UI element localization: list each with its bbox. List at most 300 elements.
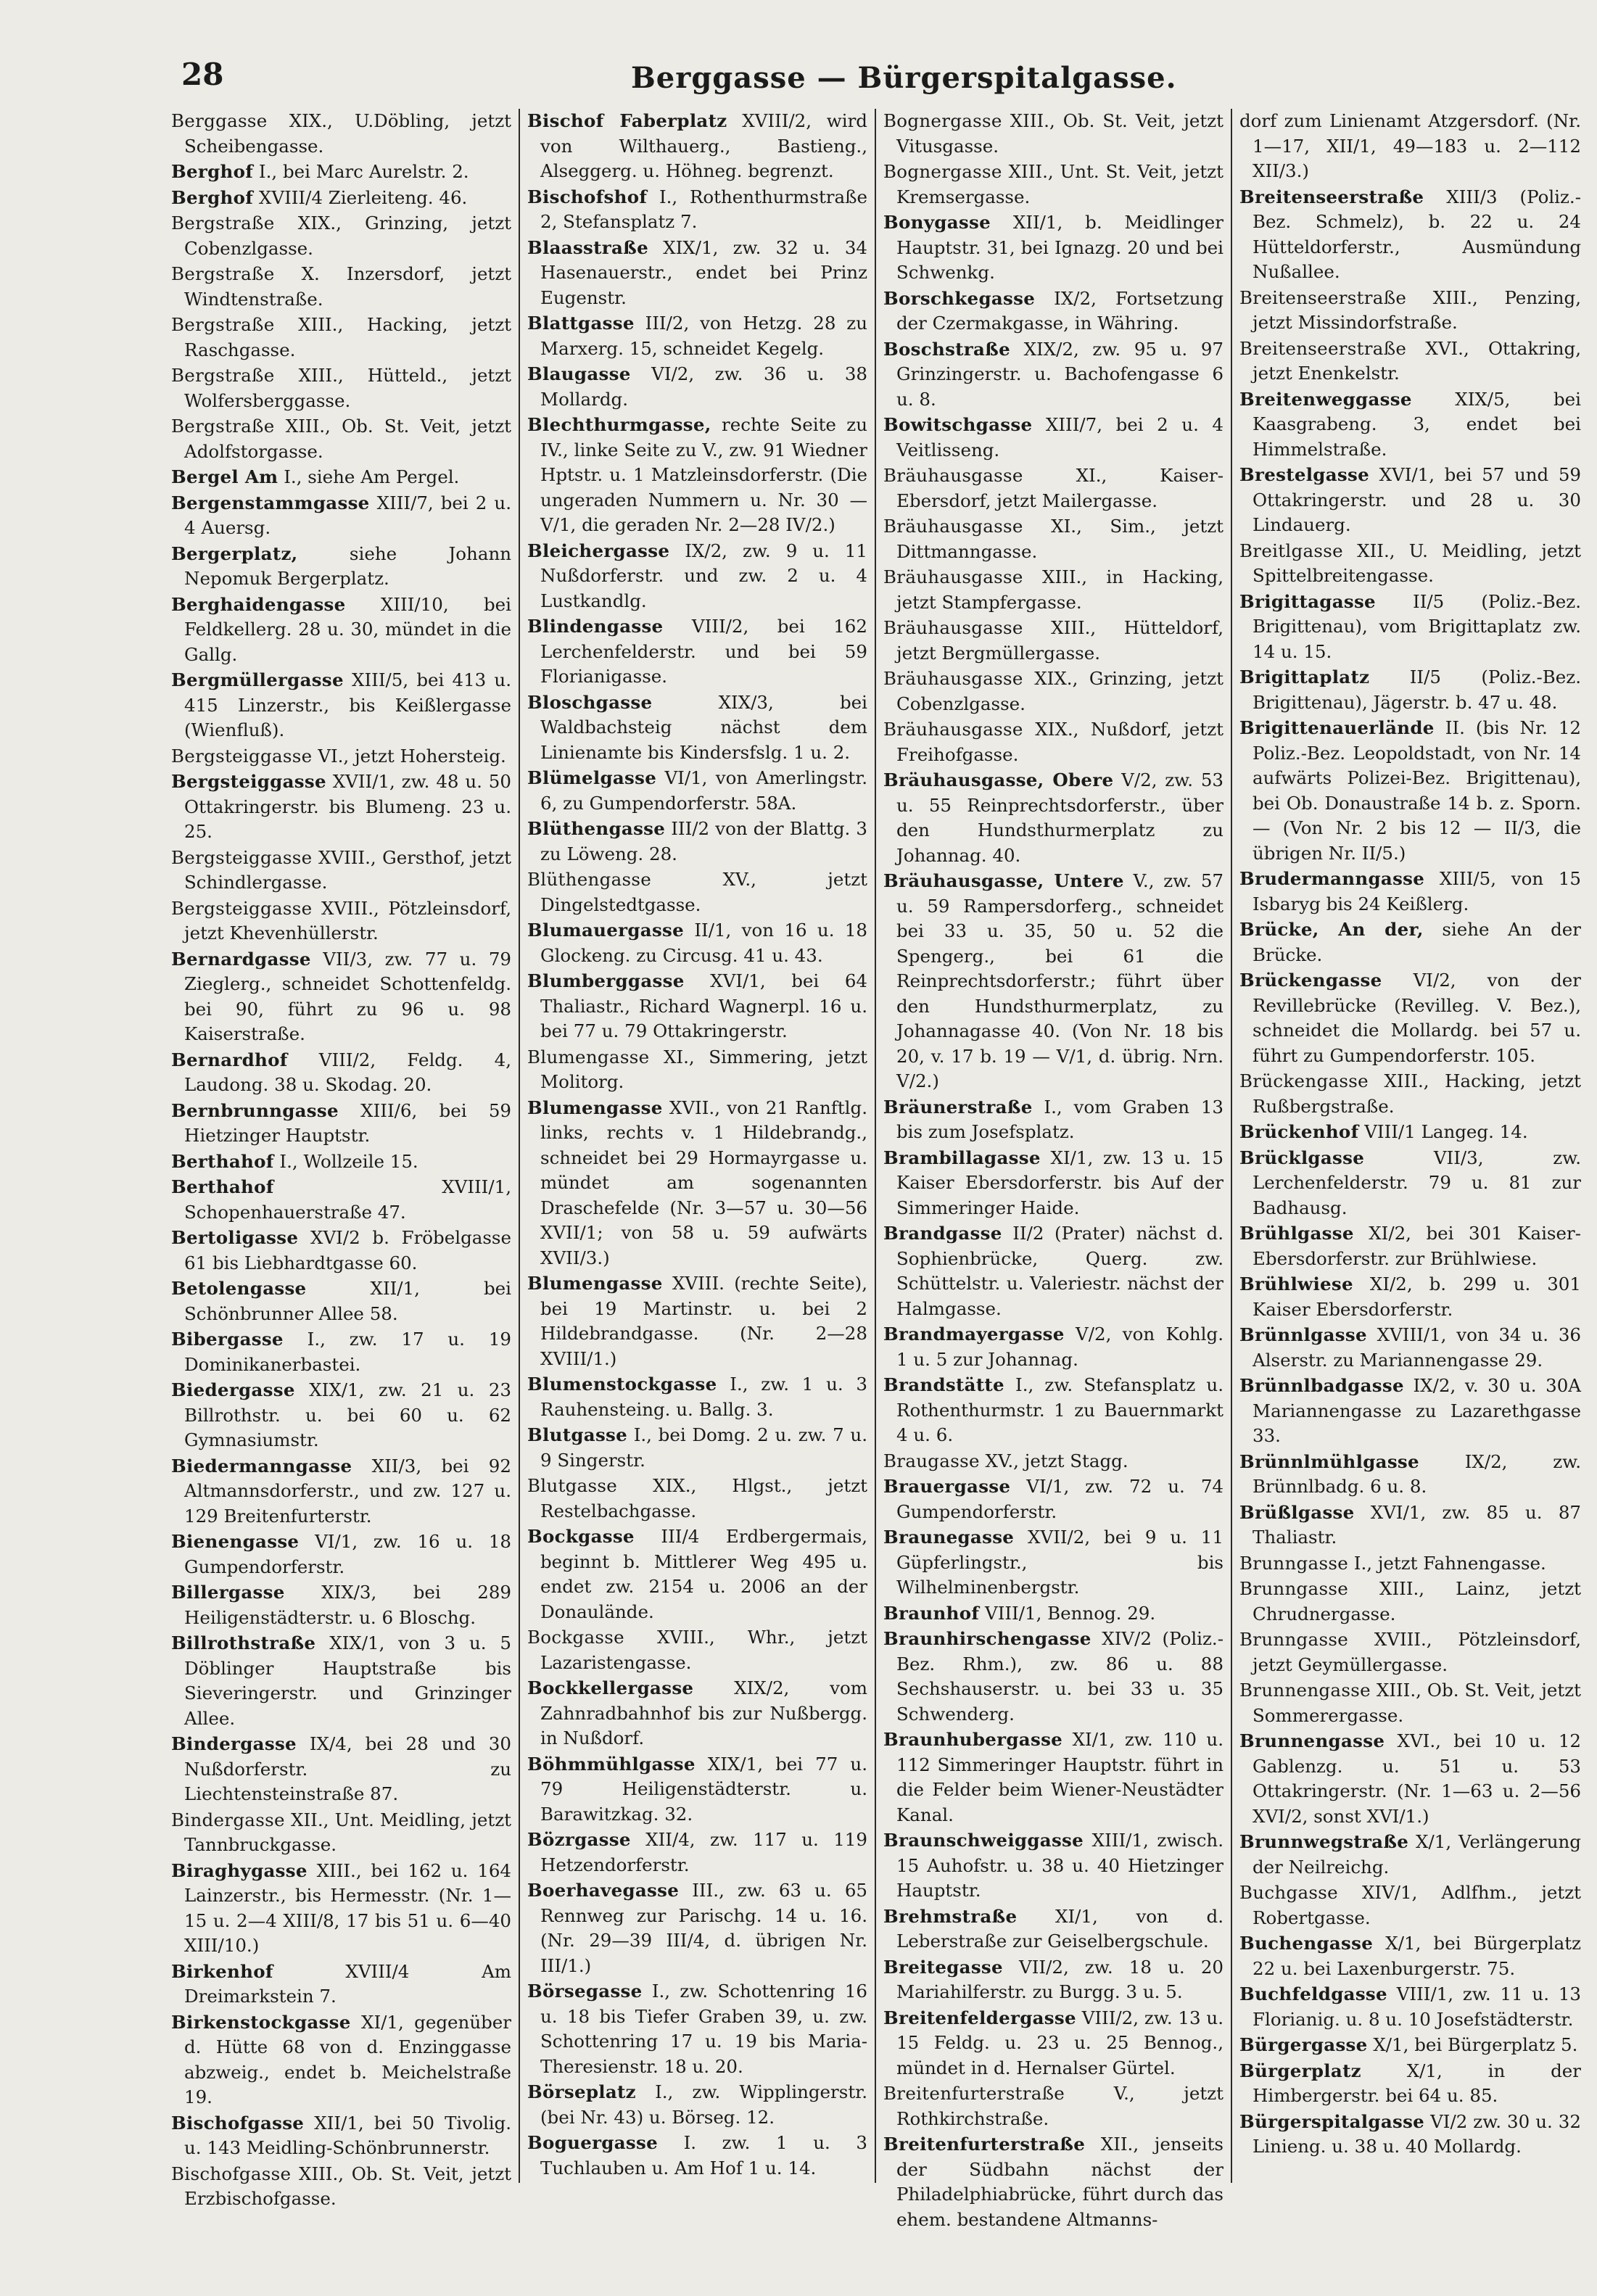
directory-entry (1239, 1931, 1581, 1981)
directory-entry (883, 1955, 1223, 2005)
directory-entry (171, 186, 511, 211)
entry-description: I., bei Marc Aurelstr. 2. (253, 161, 469, 182)
entry-description: XIX/5, bei Kaasgrabeng. 3, endet bei Himmelstraße. (1253, 388, 1581, 460)
entry-description: XII/1, bei 50 Tivolig. u. 143 Meidling-Schönbrunnerstr. (184, 2112, 511, 2158)
directory-entry (1239, 336, 1581, 387)
entry-description: X/1, Verlängerung der Neilreichg. (1253, 1831, 1581, 1878)
entry-street-name: Bergel Am (171, 466, 278, 487)
entry-street-name: Blumengasse (527, 1046, 650, 1068)
entry-street-name: Bischofgasse (171, 2112, 305, 2134)
directory-entry (171, 2010, 511, 2110)
entry-description: XVI/1, bei 57 und 59 Ottakringerstr. und 28 u. 30 Lindauerg. (1253, 464, 1581, 535)
directory-entry (171, 160, 511, 185)
entry-street-name: Bergerplatz, (171, 542, 298, 564)
directory-entry (527, 817, 867, 867)
directory-entry (527, 1625, 867, 1675)
entry-description: II/5 (Poliz.-Bez. Brigittenau), Jägerstr. b. 47 u. 48. (1253, 666, 1581, 713)
entry-description: XVIII/1, von 34 u. 36 Alserstr. zu Mariannengasse 29. (1253, 1324, 1581, 1371)
directory-entry (883, 565, 1223, 615)
entry-description: XII/3, bei 92 Altmannsdorferstr., und zw. 127 u. 129 Breitenfurterstr. (184, 1455, 511, 1527)
entry-street-name: Breitenseerstraße (1239, 337, 1407, 359)
directory-entry (883, 1373, 1223, 1448)
entry-description: III/4 Erdbergermais, beginnt b. Mittlerer Weg 495 u. endet zw. 2154 u. 2006 an der Donaulände. (540, 1526, 867, 1622)
entry-description: XIX/1, von 3 u. 5 Döblinger Hauptstraße bis Sieveringerstr. und Grinzinger Allee. (184, 1632, 511, 1729)
directory-entry (883, 1727, 1223, 1828)
entry-street-name: Brühlwiese (1239, 1273, 1353, 1294)
entry-description: II/2 (Prater) nächst d. Sophienbrücke, Querg. zw. Schüttelstr. u. Valeriestr. nächst der Halmgasse. (896, 1223, 1223, 1319)
directory-entry (171, 542, 511, 592)
directory-entry (1239, 1678, 1581, 1728)
directory-entry (883, 109, 1223, 159)
directory-entry (171, 1099, 511, 1149)
directory-entry (171, 1859, 511, 1959)
directory-entry (883, 1474, 1223, 1524)
entry-street-name: Brunnwegstraße (1239, 1831, 1409, 1852)
entry-street-name: Brigittenauerlände (1239, 717, 1435, 738)
entry-street-name: Brestelgasse (1239, 464, 1369, 485)
entry-street-name: Bräuhausgasse (883, 719, 1023, 740)
directory-entry (527, 1096, 867, 1271)
entry-street-name: Breitenfurterstraße (883, 2083, 1065, 2104)
entry-description: dorf zum Linienamt Atzgersdorf. (Nr. 1—17, XII/1, 49—183 u. 2—112 XII/3.) (1239, 110, 1581, 181)
entry-description: XI., Simmering, jetzt Molitorg. (540, 1046, 867, 1092)
entry-description: XII., Unt. Meidling, jetzt Tannbruckgasse. (184, 1809, 511, 1855)
entry-street-name: Bertoligasse (171, 1227, 299, 1248)
entry-description: XIII., Hütteldorf, jetzt Bergmüllergasse. (896, 617, 1223, 664)
entry-description: XII/1, bei Schönbrunner Allee 58. (184, 1278, 511, 1324)
directory-entry (883, 717, 1223, 767)
entry-description: XIII., in Hacking, jetzt Stampfergasse. (896, 566, 1223, 613)
directory-entry (171, 1580, 511, 1630)
entry-street-name: Brudermanngasse (1239, 868, 1425, 889)
entry-description: XI/2, bei 301 Kaiser-Ebersdorferstr. zur Brühlwiese. (1253, 1223, 1581, 1269)
entry-street-name: Biedermanngasse (171, 1455, 352, 1477)
directory-entry (171, 1529, 511, 1579)
directory-entry (1239, 286, 1581, 336)
entry-street-name: Bergstraße (171, 365, 275, 386)
directory-entry (527, 867, 867, 917)
directory-entry (1239, 387, 1581, 463)
entry-description: XIX/3, bei Waldbachsteig nächst dem Linienamte bis Kindersfslg. 1 u. 2. (540, 691, 867, 763)
directory-entry (883, 1449, 1223, 1474)
entry-description: XVIII/2, wird von Wilthauerg., Bastieng., Alseggerg. u. Höhneg. begrenzt. (540, 110, 867, 181)
directory-entry (1239, 1120, 1581, 1145)
entry-description: XIII., Unt. St. Veit, jetzt Kremsergasse. (896, 161, 1223, 207)
directory-entry (1239, 1880, 1581, 1930)
entry-street-name: Berghof (171, 186, 254, 208)
entry-street-name: Brünnlgasse (1239, 1324, 1367, 1345)
entry-street-name: Brigittagasse (1239, 590, 1376, 612)
entry-description: XVI., bei 10 u. 12 Gablenzg. u. 51 u. 53 Ottakringerstr. (Nr. 1—63 u. 2—56 XVI/2, sonst XVI/1.) (1253, 1730, 1581, 1827)
entry-street-name: Blüthengasse (527, 869, 652, 890)
entry-description: II/5 (Poliz.-Bez. Brigittenau), vom Brigittaplatz zw. 14 u. 15. (1253, 590, 1581, 662)
directory-entry (171, 947, 511, 1047)
entry-description: VII/3, zw. Lerchenfelderstr. 79 u. 81 zur Badhausg. (1253, 1147, 1581, 1218)
directory-columns (167, 109, 1581, 2230)
directory-entry (1239, 2059, 1581, 2109)
entry-street-name: Blumenstockgasse (527, 1374, 717, 1395)
directory-entry (171, 109, 511, 159)
entry-description: XIX., Hlgst., jetzt Restelbachgasse. (540, 1475, 867, 1521)
entry-street-name: Bergstraße (171, 314, 275, 335)
directory-entry (527, 1474, 867, 1524)
entry-street-name: Bleichergasse (527, 540, 670, 561)
entry-description: XIII/3 (Poliz.-Bez. Schmelz), b. 22 u. 24 Hütteldorferstr., Ausmündung Nußallee. (1253, 186, 1581, 282)
entry-description: IX/2, Fortsetzung der Czermakgasse, in Währing. (896, 287, 1223, 334)
entry-street-name: Boschstraße (883, 338, 1010, 360)
directory-entry (1239, 463, 1581, 538)
entry-street-name: Bognergasse (883, 161, 1002, 182)
entry-description: VIII/1 Langeg. 14. (1358, 1121, 1528, 1142)
entry-street-name: Billergasse (171, 1582, 285, 1603)
entry-description: V/2, von Kohlg. 1 u. 5 zur Johannag. (896, 1323, 1223, 1370)
entry-street-name: Buchengasse (1239, 1933, 1374, 1954)
entry-description: XI/2, b. 299 u. 301 Kaiser Ebersdorferstr. (1253, 1273, 1581, 1320)
directory-entry (171, 211, 511, 261)
entry-street-name: Bräuhausgasse, Obere (883, 769, 1114, 790)
entry-street-name: Böhmmühlgasse (527, 1753, 696, 1775)
entry-street-name: Blumberggasse (527, 970, 685, 991)
directory-entry (1239, 1374, 1581, 1449)
entry-description: XI., Sim., jetzt Dittmanngasse. (896, 516, 1223, 562)
directory-entry (883, 1322, 1223, 1372)
entry-description: I., zw. 17 u. 19 Dominikanerbastei. (184, 1329, 511, 1375)
entry-street-name: Brigittaplatz (1239, 666, 1370, 687)
directory-entry (171, 744, 511, 769)
entry-description: XII/1, b. Meidlinger Hauptstr. 31, bei Ignazg. 20 und bei Schwenkg. (896, 212, 1223, 283)
entry-description: XI., Kaiser-Ebersdorf, jetzt Mailergasse. (896, 465, 1223, 511)
directory-entry (883, 2006, 1223, 2081)
entry-street-name: Bergenstammgasse (171, 492, 370, 513)
entry-description: VII/3, zw. 77 u. 79 Zieglerg., schneidet Schottenfeldg. bei 90, führt zu 96 u. 98 Kaiserstraße. (184, 948, 511, 1044)
entry-description: XIII/5, bei 413 u. 415 Linzerstr., bis Keißlergasse (Wienfluß). (184, 669, 511, 740)
entry-street-name: Blechthurmgasse, (527, 414, 711, 435)
entry-description: X/1, bei Bürgerplatz 22 u. bei Laxenburgerstr. 75. (1253, 1933, 1581, 1979)
directory-entry (883, 413, 1223, 463)
entry-description: XIX., U.Döbling, jetzt Scheibengasse. (184, 110, 511, 157)
entry-description: XIII., Ob. St. Veit, jetzt Adolfstorgasse. (184, 416, 511, 462)
entry-street-name: Braunhirschengasse (883, 1628, 1092, 1649)
entry-description: III/2, von Hetzg. 28 zu Marxerg. 15, schneidet Kegelg. (540, 313, 867, 359)
directory-entry (527, 1676, 867, 1751)
directory-entry (527, 2080, 867, 2130)
entry-street-name: Brandgasse (883, 1223, 1002, 1244)
entry-description: I., jetzt Fahnengasse. (1348, 1552, 1546, 1574)
entry-street-name: Bürgerplatz (1239, 2060, 1361, 2081)
directory-entry (1239, 1551, 1581, 1577)
entry-street-name: Blaugasse (527, 363, 631, 384)
entry-street-name: Boguergasse (527, 2132, 658, 2153)
directory-entry (527, 1524, 867, 1624)
directory-entry (527, 1271, 867, 1371)
entry-description: VI/1, zw. 72 u. 74 Gumpendorferstr. (896, 1476, 1223, 1522)
entry-street-name: Brunnengasse (1239, 1730, 1385, 1751)
entry-description: I., vom Graben 13 bis zum Josefsplatz. (896, 1096, 1223, 1142)
entry-street-name: Boerhavegasse (527, 1880, 680, 1901)
entry-description: IX/2, zw. 9 u. 11 Nußdorferstr. und zw. 2 u. 4 Lustkandlg. (540, 540, 867, 611)
entry-description: I., zw. 1 u. 3 Rauhensteing. u. Ballg. 3. (540, 1374, 867, 1420)
entry-street-name: Brückengasse (1239, 970, 1382, 991)
entry-street-name: Bergmüllergasse (171, 669, 344, 690)
directory-entry (171, 1048, 511, 1098)
entry-street-name: Bergstraße (171, 212, 275, 234)
entry-description: V., jetzt Rothkirchstraße. (896, 2083, 1223, 2129)
entry-street-name: Bräuhausgasse (883, 465, 1023, 486)
entry-description: XII., jenseits der Südbahn nächst der Philadelphiabrücke, führt durch das ehem. bestandene Altmanns- (896, 2134, 1223, 2230)
entry-street-name: Brünnlbadgasse (1239, 1375, 1404, 1396)
entry-description: XVI/1, bei 64 Thaliastr., Richard Wagnerpl. 16 u. bei 77 u. 79 Ottakringerstr. (540, 970, 867, 1041)
directory-entry (883, 2081, 1223, 2131)
entry-street-name: Bischof Faberplatz (527, 110, 727, 131)
entry-description: III/2 von der Blattg. 3 zu Löweng. 28. (540, 818, 867, 864)
entry-street-name: Braunegasse (883, 1527, 1015, 1548)
page-header (167, 57, 1429, 107)
entry-street-name: Bergsteiggasse (171, 846, 313, 868)
entry-description: XIII., bei 162 u. 164 Lainzerstr., bis Hermesstr. (Nr. 1—15 u. 2—4 XIII/8, 17 bis 51 u. 6—40 XIII/10.) (184, 1859, 511, 1956)
directory-entry (527, 690, 867, 766)
entry-street-name: Bockkellergasse (527, 1677, 694, 1698)
entry-description: rechte Seite zu IV., linke Seite zu V., zw. 91 Wiedner Hptstr. u. 1 Matzleinsdorferstr. (Die ungeraden Nummern u. Nr. 30 — V/1, die geraden Nr. 2—28 IV/2.) (540, 414, 867, 535)
entry-description: XIV/2 (Poliz.-Bez. Rhm.), zw. 86 u. 88 Sechshauserstr. u. bei 33 u. 35 Schwenderg. (896, 1628, 1223, 1725)
entry-description: VI/1, zw. 16 u. 18 Gumpendorferstr. (184, 1531, 511, 1577)
directory-entry (883, 1601, 1223, 1627)
directory-entry (1239, 185, 1581, 285)
entry-street-name: Bergsteiggasse (171, 897, 313, 919)
directory-entry (1239, 109, 1581, 184)
entry-street-name: Blutgasse (527, 1475, 618, 1496)
entry-street-name: Braunhof (883, 1602, 980, 1624)
entry-street-name: Blutgasse (527, 1424, 628, 1445)
entry-description: XIII., Ob. St. Veit, jetzt Vitusgasse. (896, 110, 1223, 157)
entry-street-name: Breitenfeldergasse (883, 2007, 1076, 2028)
entry-street-name: Brehmstraße (883, 1905, 1018, 1927)
entry-description: XIII/10, bei Feldkellerg. 28 u. 30, mündet in die Gallg. (184, 593, 511, 665)
entry-street-name: Bindergasse (171, 1733, 297, 1754)
directory-entry (883, 616, 1223, 666)
directory-entry (171, 846, 511, 896)
entry-description: XIII., Hütteld., jetzt Wolfersberggasse. (184, 365, 511, 411)
entry-description: XIX/1, bei 77 u. 79 Heiligenstädterstr. u. Barawitzkag. 32. (540, 1753, 867, 1825)
entry-description: VII/2, zw. 18 u. 20 Mariahilferstr. zu Burgg. 3 u. 5. (896, 1956, 1223, 2002)
entry-street-name: Bräuhausgasse, Untere (883, 870, 1124, 891)
entry-street-name: Betolengasse (171, 1278, 307, 1299)
entry-street-name: Braunschweiggasse (883, 1830, 1084, 1851)
entry-description: I., zw. Schottenring 16 u. 18 bis Tiefer Graben 39, u. zw. Schottenring 17 u. 19 bis Maria-Theresienstr. 18 u. 20. (540, 1981, 867, 2077)
directory-entry (1239, 1627, 1581, 1677)
entry-description: XVIII/4 Zierleiteng. 46. (253, 186, 468, 208)
entry-street-name: Borschkegasse (883, 287, 1036, 309)
entry-description: XIX/1, zw. 32 u. 34 Hasenauerstr., endet bei Prinz Eugenstr. (540, 236, 867, 308)
directory-entry (171, 592, 511, 668)
entry-street-name: Bischofgasse (171, 2163, 292, 2184)
entry-street-name: Bernardhof (171, 1049, 288, 1070)
directory-entry (527, 311, 867, 361)
entry-description: XIII/7, bei 2 u. 4 Veitlisseng. (896, 414, 1223, 461)
entry-description: XII/4, zw. 117 u. 119 Hetzendorferstr. (540, 1829, 867, 1875)
entry-street-name: Bergstraße (171, 263, 275, 284)
entry-street-name: Braugasse (883, 1450, 980, 1471)
entry-street-name: Bischofshof (527, 186, 648, 207)
directory-entry (1239, 539, 1581, 589)
entry-street-name: Braunhubergasse (883, 1729, 1063, 1750)
entry-street-name: Bergsteiggasse (171, 745, 313, 767)
entry-description: XIX/3, bei 289 Heiligenstädterstr. u. 6 Bloschg. (184, 1582, 511, 1628)
entry-street-name: Berghaidengasse (171, 593, 346, 615)
entry-description: XII., U. Meidling, jetzt Spittelbreitengasse. (1253, 540, 1581, 586)
entry-description: II/1, von 16 u. 18 Glockeng. zu Circusg. 41 u. 43. (540, 920, 867, 966)
directory-entry (171, 465, 511, 490)
directory-entry (883, 463, 1223, 513)
entry-description: XIII., Penzing, jetzt Missindorfstraße. (1253, 286, 1581, 333)
entry-description: XVIII., Pötzleinsdorf, jetzt Khevenhüllerstr. (184, 897, 511, 943)
entry-street-name: Breitegasse (883, 1956, 1003, 1978)
entry-description: XVII/1, zw. 48 u. 50 Ottakringerstr. bis Blumeng. 23 u. 25. (184, 771, 511, 842)
directory-entry (171, 1149, 511, 1175)
entry-street-name: Bräuhausgasse (883, 566, 1023, 587)
entry-street-name: Bräuhausgasse (883, 516, 1023, 537)
directory-entry (1239, 1577, 1581, 1627)
entry-street-name: Bergsteiggasse (171, 771, 326, 792)
directory-entry (171, 1175, 511, 1225)
directory-entry (527, 969, 867, 1044)
entry-street-name: Bienengasse (171, 1531, 300, 1552)
directory-entry (171, 1226, 511, 1276)
entry-description: XIII/6, bei 59 Hietzinger Hauptstr. (184, 1099, 511, 1146)
directory-entry (527, 362, 867, 412)
directory-entry (1239, 1221, 1581, 1271)
entry-street-name: Brauergasse (883, 1476, 1011, 1497)
entry-street-name: Buchgasse (1239, 1882, 1338, 1903)
entry-description: XI/1, zw. 110 u. 112 Simmeringer Hauptstr. führt in die Felder beim Wiener-Neustädter Kanal. (896, 1729, 1223, 1825)
entry-street-name: Bürgerspitalgasse (1239, 2110, 1425, 2132)
page-number: 28 (181, 57, 224, 92)
entry-street-name: Brüßlgasse (1239, 1501, 1355, 1523)
directory-entry (527, 614, 867, 690)
entry-street-name: Bockgasse (527, 1526, 635, 1547)
entry-street-name: Brücke, An der, (1239, 919, 1424, 940)
entry-street-name: Brandmayergasse (883, 1323, 1065, 1345)
entry-description: XI/1, zw. 13 u. 15 Kaiser Ebersdorferstr. bis Auf der Simmeringer Haide. (896, 1147, 1223, 1218)
entry-description: siehe An der Brücke. (1253, 919, 1581, 965)
entry-description: XIII., Lainz, jetzt Chrudnergasse. (1253, 1578, 1581, 1624)
entry-street-name: Birkenhof (171, 1960, 273, 1982)
entry-street-name: Billrothstraße (171, 1632, 316, 1653)
entry-street-name: Brunngasse (1239, 1578, 1348, 1599)
directory-entry (1239, 590, 1581, 665)
directory-entry (171, 2162, 511, 2212)
entry-street-name: Börsegasse (527, 1981, 643, 2002)
entry-description: VIII/2, zw. 13 u. 15 Feldg. u. 23 u. 25 Bennog., mündet in d. Hernalser Gürtel. (896, 2007, 1223, 2078)
directory-entry (883, 768, 1223, 868)
entry-street-name: Berthahof (171, 1176, 274, 1197)
directory-entry (171, 414, 511, 464)
entry-street-name: Bergstraße (171, 416, 275, 437)
entry-street-name: Berggasse (171, 110, 268, 131)
column-3 (879, 109, 1232, 2230)
directory-entry (1239, 917, 1581, 967)
directory-entry (1239, 1982, 1581, 2032)
directory-entry (883, 1221, 1223, 1321)
entry-description: XIX/1, zw. 21 u. 23 Billrothstr. u. bei 60 u. 62 Gymnasiumstr. (184, 1379, 511, 1450)
entry-description: XV., jetzt Stagg. (979, 1450, 1128, 1471)
entry-description: X/1, in der Himbergerstr. bei 64 u. 85. (1253, 2060, 1581, 2106)
entry-street-name: Breitenweggasse (1239, 388, 1412, 410)
directory-entry (171, 1454, 511, 1529)
entry-description: XIX., Grinzing, jetzt Cobenzlgasse. (896, 668, 1223, 714)
directory-entry (883, 1828, 1223, 1904)
directory-entry (171, 1378, 511, 1453)
entry-description: VI/2, von der Revillebrücke (Revilleg. V. Bez.), schneidet die Mollardg. bei 57 u. führt zu Gumpendorferstr. 105. (1253, 970, 1581, 1066)
directory-entry (883, 1525, 1223, 1601)
directory-entry (527, 766, 867, 816)
entry-street-name: Brunngasse (1239, 1552, 1348, 1574)
entry-street-name: Blumengasse (527, 1273, 663, 1294)
entry-street-name: Breitenseerstraße (1239, 186, 1424, 207)
entry-description: I., zw. Wipplingerstr. (bei Nr. 43) u. Börseg. 12. (540, 2081, 867, 2128)
directory-entry (171, 1808, 511, 1858)
directory-entry (1239, 665, 1581, 715)
directory-entry (883, 514, 1223, 564)
entry-street-name: Blumauergasse (527, 920, 685, 941)
entry-description: X. Inzersdorf, jetzt Windtenstraße. (184, 263, 511, 310)
entry-street-name: Berghof (171, 161, 254, 182)
entry-description: XVIII/4 Am Dreimarkstein 7. (184, 1960, 511, 2007)
entry-street-name: Blindengasse (527, 616, 664, 637)
entry-description: XVIII. (rechte Seite), bei 19 Martinstr. u. bei 2 Hildebrandgasse. (Nr. 2—28 XVIII/1.) (540, 1273, 867, 1369)
entry-street-name: Bloschgasse (527, 691, 653, 713)
entry-description: I., Wollzeile 15. (273, 1150, 418, 1172)
entry-description: XVIII., Whr., jetzt Lazaristengasse. (540, 1627, 867, 1673)
directory-entry (527, 1752, 867, 1828)
running-title: Berggasse — Bürgerspitalgasse. (631, 61, 1177, 95)
entry-description: XIX., Grinzing, jetzt Cobenzlgasse. (184, 212, 511, 259)
entry-description: XVII., von 21 Ranftlg. links, rechts v. 1 Hildebrandg., schneidet bei 29 Hormayrgasse u. mündet am sogenannten Draschefelde (Nr. 3—57 u. 30—56 XVII/1; von 58 u. 59 aufwärts XVII/3.) (540, 1097, 867, 1268)
entry-street-name: Bürgergasse (1239, 2034, 1368, 2055)
entry-description: XVIII., Gersthof, jetzt Schindlergasse. (184, 846, 511, 893)
column-1 (167, 109, 520, 2209)
entry-street-name: Breitenseerstraße (1239, 286, 1407, 308)
entry-street-name: Biraghygasse (171, 1859, 308, 1881)
directory-entry (527, 1045, 867, 1095)
entry-street-name: Blumengasse (527, 1097, 663, 1118)
column-4 (1235, 109, 1588, 2183)
directory-entry (883, 2132, 1223, 2232)
entry-description: VIII/1, zw. 11 u. 13 Florianig. u. 8 u. 10 Josefstädterstr. (1253, 1983, 1581, 2030)
column-2 (523, 109, 876, 2183)
directory-entry (1239, 1323, 1581, 1373)
entry-street-name: Bockgasse (527, 1627, 624, 1648)
entry-street-name: Biedergasse (171, 1379, 295, 1400)
entry-street-name: Bognergasse (883, 110, 1002, 131)
entry-description: VIII/2, Feldg. 4, Laudong. 38 u. Skodag. 20. (184, 1049, 511, 1095)
entry-description: XVIII/1, Schopenhauerstraße 47. (184, 1176, 511, 1223)
entry-street-name: Bözrgasse (527, 1829, 631, 1850)
directory-entry (883, 160, 1223, 210)
entry-street-name: Brunngasse (1239, 1629, 1348, 1650)
entry-description: XIII., Hacking, jetzt Rußbergstraße. (1253, 1070, 1581, 1117)
directory-entry (171, 2111, 511, 2161)
entry-description: I., zw. Stefansplatz u. Rothenthurmstr. 1 zu Bauernmarkt 4 u. 6. (896, 1374, 1223, 1445)
entry-street-name: Brünnlmühlgasse (1239, 1450, 1419, 1472)
directory-entry (883, 869, 1223, 1094)
directory-entry (1239, 1830, 1581, 1880)
directory-entry (527, 413, 867, 538)
entry-description: XI/1, von d. Leberstraße zur Geiselbergschule. (896, 1905, 1223, 1952)
entry-description: IX/4, bei 28 und 30 Nußdorferstr. zu Liechtensteinstraße 87. (184, 1733, 511, 1804)
directory-entry (883, 210, 1223, 286)
entry-description: VI., jetzt Hohersteig. (312, 745, 506, 767)
entry-street-name: Birkenstockgasse (171, 2011, 351, 2033)
